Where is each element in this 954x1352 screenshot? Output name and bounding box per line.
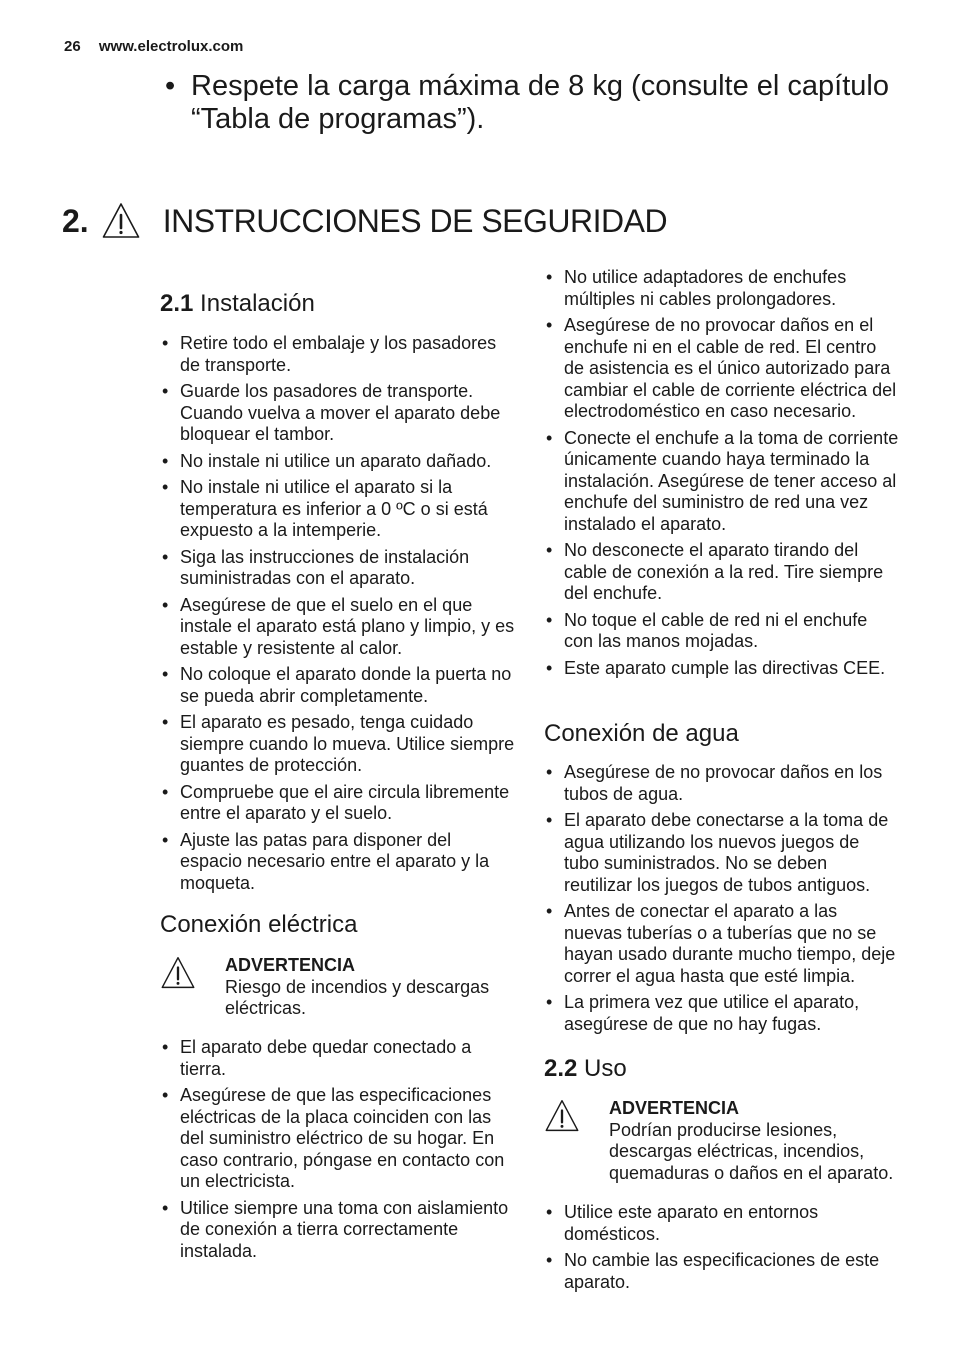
- warning-triangle-icon: [160, 955, 196, 991]
- warning-text: Podrían producirse lesiones, descargas eléctricas, incendios, quemaduras o daños en el aparato.: [609, 1119, 894, 1183]
- intro-bullet-text: Respete la carga máxima de 8 kg (consulte el capítulo “Tabla de programas”).: [191, 70, 889, 135]
- installation-heading: [160, 290, 315, 318]
- list-item: • No utilice adaptadores de enchufes múltiples ni cables prolongadores.: [544, 267, 899, 310]
- section-heading: [62, 196, 667, 246]
- installation-number: 2.1: [160, 290, 194, 317]
- list-item: • No instale ni utilice el aparato si la temperatura es inferior a 0 ºC o si está expuesto a la intemperie.: [160, 477, 515, 542]
- list-item: • Asegúrese de que las especificaciones eléctricas de la placa coinciden con las del suministro eléctrico de su hogar. En caso contrario, póngase en contacto con un electricista.: [160, 1085, 515, 1193]
- list-item: • Este aparato cumple las directivas CEE.: [544, 658, 899, 680]
- list-item: • Guarde los pasadores de transporte. Cuando vuelva a mover el aparato debe bloquear el tambor.: [160, 381, 515, 446]
- water-list: [544, 762, 899, 1040]
- list-item: • El aparato es pesado, tenga cuidado siempre cuando lo mueva. Utilice siempre guantes de protección.: [160, 712, 515, 777]
- section-number: 2.: [62, 202, 89, 239]
- list-item: • Retire todo el embalaje y los pasadores de transporte.: [160, 333, 515, 376]
- use-warning: [544, 1098, 899, 1184]
- warning-triangle-icon: [544, 1098, 580, 1134]
- list-item: • No desconecte el aparato tirando del cable de conexión a la red. Tire siempre del enchufe.: [544, 540, 899, 605]
- use-heading: [544, 1055, 627, 1083]
- electrical-heading: Conexión eléctrica: [160, 911, 358, 938]
- list-item: • Asegúrese de no provocar daños en los tubos de agua.: [544, 762, 899, 805]
- list-item: • La primera vez que utilice el aparato, asegúrese de que no hay fugas.: [544, 992, 899, 1035]
- use-list: [544, 1202, 899, 1298]
- use-number: 2.2: [544, 1055, 578, 1082]
- water-heading: Conexión de agua: [544, 720, 739, 747]
- list-item: • No cambie las especificaciones de este aparato.: [544, 1250, 899, 1293]
- list-item: • Conecte el enchufe a la toma de corriente únicamente cuando haya terminado la instalación. Asegúrese de tener acceso al enchufe del suministro de red una vez instalado el aparato.: [544, 428, 899, 536]
- list-item: • Utilice este aparato en entornos domésticos.: [544, 1202, 899, 1245]
- list-item: • Asegúrese de que el suelo en el que instale el aparato está plano y limpio, y es estable y resistente al calor.: [160, 595, 515, 660]
- installation-title: Instalación: [200, 290, 315, 317]
- list-item: • No instale ni utilice un aparato dañado.: [160, 451, 515, 473]
- list-item: • Ajuste las patas para disponer del espacio necesario entre el aparato y la moqueta.: [160, 830, 515, 895]
- site-url: www.electrolux.com: [98, 38, 244, 55]
- list-item: • Asegúrese de no provocar daños en el enchufe ni en el cable de red. El centro de asistencia es el único autorizado para cambiar el cable de corriente eléctrica del electrodoméstico en caso necesario.: [544, 315, 899, 423]
- list-item: • Utilice siempre una toma con aislamiento de conexión a tierra correctamente instalada.: [160, 1198, 515, 1263]
- electrical-list: [160, 1037, 515, 1267]
- warning-title: ADVERTENCIA: [225, 955, 356, 975]
- warning-text: Riesgo de incendios y descargas eléctricas.: [225, 976, 490, 1018]
- section-title: INSTRUCCIONES DE SEGURIDAD: [162, 202, 668, 239]
- page-header: [64, 38, 243, 55]
- page-number: 26: [64, 38, 81, 55]
- list-item: • Antes de conectar el aparato a las nuevas tuberías o a tuberías que no se hayan usado durante mucho tiempo, deje correr el agua hasta que esté limpia.: [544, 901, 899, 987]
- list-item: • Siga las instrucciones de instalación suministradas con el aparato.: [160, 547, 515, 590]
- list-item: • Compruebe que el aire circula libremente entre el aparato y el suelo.: [160, 782, 515, 825]
- list-item: • No coloque el aparato donde la puerta no se pueda abrir completamente.: [160, 664, 515, 707]
- installation-list: [160, 333, 515, 899]
- intro-bullet: • Respete la carga máxima de 8 kg (consulte el capítulo “Tabla de programas”).: [165, 70, 925, 136]
- list-item: • No toque el cable de red ni el enchufe con las manos mojadas.: [544, 610, 899, 653]
- electrical-list-continued: [544, 267, 899, 684]
- list-item: • El aparato debe quedar conectado a tierra.: [160, 1037, 515, 1080]
- warning-title: ADVERTENCIA: [609, 1098, 740, 1118]
- warning-triangle-icon: [101, 201, 141, 241]
- list-item: • El aparato debe conectarse a la toma de agua utilizando los nuevos juegos de tubo suministrados. No se deben reutilizar los juegos de tubos antiguos.: [544, 810, 899, 896]
- electrical-warning: [160, 955, 515, 1020]
- use-title: Uso: [584, 1055, 627, 1082]
